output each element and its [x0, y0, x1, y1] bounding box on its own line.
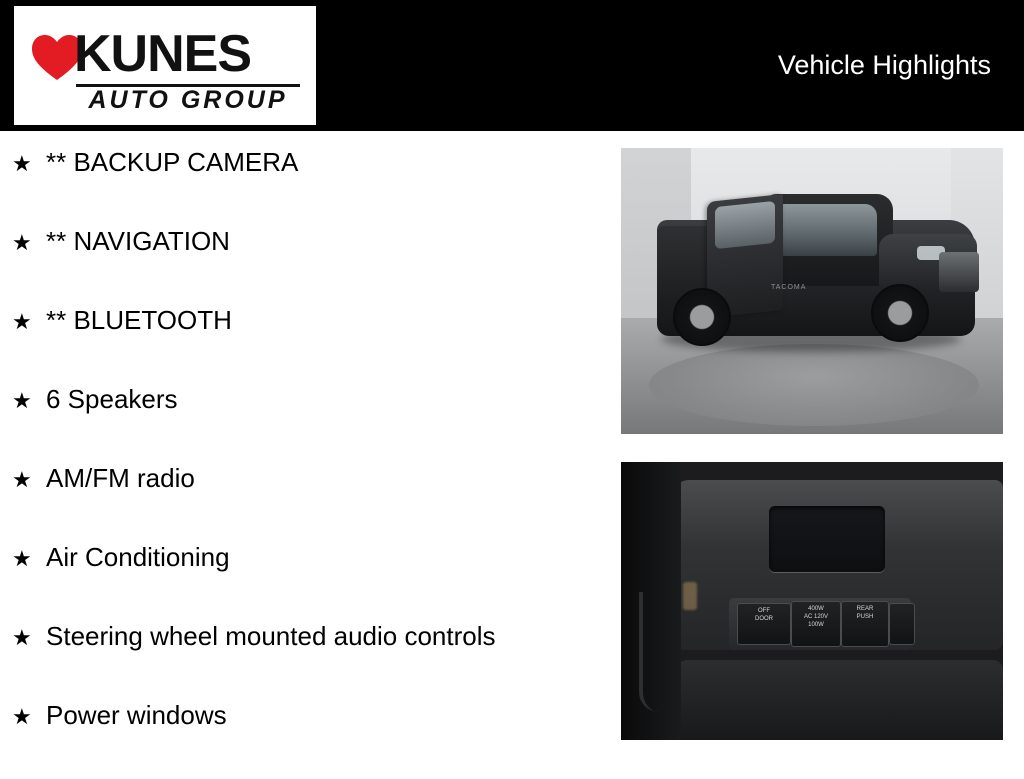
feature-label: AM/FM radio — [46, 463, 195, 493]
page-title: Vehicle Highlights — [777, 50, 991, 80]
switch-panel — [729, 598, 911, 650]
list-item — [0, 463, 612, 542]
feature-label: Steering wheel mounted audio controls — [46, 621, 496, 651]
kunes-auto-group-logo — [14, 6, 316, 125]
star-bullet-icon: ★ — [12, 625, 32, 650]
truck-front-wheel — [871, 284, 929, 342]
rear-switch-top-label: REAR — [856, 606, 874, 612]
turntable — [649, 344, 979, 426]
star-bullet-icon: ★ — [12, 230, 32, 255]
power-outlet-switch[interactable] — [791, 601, 841, 647]
console-highlight — [683, 582, 697, 610]
star-bullet-icon: ★ — [12, 467, 32, 492]
rear-switch-bottom-label: PUSH — [856, 614, 874, 620]
vehicle-exterior-photo — [621, 148, 1003, 434]
list-item — [0, 542, 612, 621]
truck-model-badge: TACOMA — [771, 284, 807, 291]
lower-console — [677, 660, 1003, 740]
list-item — [0, 384, 612, 463]
truck-windshield — [773, 204, 877, 256]
power-switch-mid-label: AC 120V — [803, 614, 828, 620]
star-bullet-icon: ★ — [12, 546, 32, 571]
feature-label: 6 Speakers — [46, 384, 178, 414]
feature-label: ** BLUETOOTH — [46, 305, 232, 335]
console-wiring — [639, 592, 673, 712]
feature-label: Power windows — [46, 700, 227, 730]
logo-brand-text: KUNES — [74, 24, 252, 83]
door-switch-off-label: OFF — [758, 608, 770, 614]
vehicle-interior-console-photo — [621, 462, 1003, 740]
logo-tagline-text: AUTO GROUP — [88, 85, 288, 114]
list-item — [0, 305, 612, 384]
power-switch-top-label: 400W — [808, 606, 824, 612]
blank-switch[interactable] — [889, 603, 915, 645]
door-lock-switch[interactable] — [737, 603, 791, 645]
truck-rear-wheel — [673, 288, 731, 346]
star-bullet-icon: ★ — [12, 151, 32, 176]
list-item — [0, 700, 612, 779]
storage-tray — [769, 506, 885, 572]
list-item — [0, 621, 612, 700]
star-bullet-icon: ★ — [12, 309, 32, 334]
feature-label: Air Conditioning — [46, 542, 230, 572]
star-bullet-icon: ★ — [12, 704, 32, 729]
feature-label: ** BACKUP CAMERA — [46, 147, 299, 177]
door-switch-bottom-label: DOOR — [755, 616, 773, 622]
truck-grille — [939, 252, 979, 292]
rear-camera-switch[interactable] — [841, 601, 889, 647]
vehicle-highlights-list — [0, 131, 612, 768]
truck-door-window — [715, 201, 775, 249]
star-bullet-icon: ★ — [12, 388, 32, 413]
feature-label: ** NAVIGATION — [46, 226, 230, 256]
logo-artwork — [26, 18, 304, 114]
list-item — [0, 226, 612, 305]
power-switch-bottom-label: 100W — [808, 622, 824, 628]
list-item — [0, 147, 612, 226]
header-bar — [0, 0, 1024, 131]
